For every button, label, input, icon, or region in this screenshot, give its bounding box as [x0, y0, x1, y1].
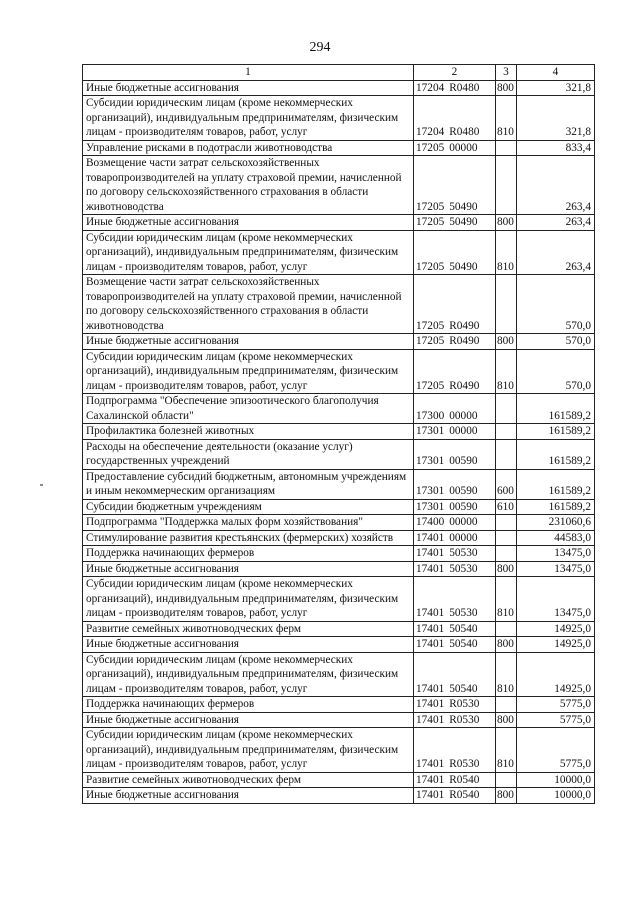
table-row: [83, 424, 595, 440]
row-code-program: 17401: [416, 547, 445, 559]
row-expense-type: [496, 515, 517, 531]
row-name: Развитие семейных животноводческих ферм: [83, 772, 414, 788]
header-col-code: 2: [414, 65, 496, 81]
row-name: Поддержка начинающих фермеров: [83, 546, 414, 562]
row-expense-type: 810: [496, 728, 517, 773]
row-code: [414, 275, 496, 334]
row-amount: 14925,0: [517, 637, 595, 653]
row-code-direction: R0490: [449, 319, 480, 332]
row-expense-type: [496, 156, 517, 215]
row-amount: 161589,2: [517, 499, 595, 515]
row-code-direction: 00000: [449, 531, 478, 544]
row-expense-type: 810: [496, 230, 517, 275]
row-code: [414, 230, 496, 275]
row-expense-type: [496, 546, 517, 562]
row-expense-type: 600: [496, 469, 517, 499]
row-code-program: 17401: [416, 713, 445, 726]
row-code: [414, 652, 496, 697]
table-row: [83, 577, 595, 622]
row-name: Субсидии юридическим лицам (кроме некоммерческих организаций), индивидуальным предпринимателям, физическим лицам - производителям товаров, работ, услуг: [83, 349, 414, 394]
row-code: [414, 140, 496, 156]
row-code: [414, 96, 496, 141]
row-code-direction: R0480: [449, 81, 480, 94]
row-expense-type: [496, 424, 517, 440]
row-name: Развитие семейных животноводческих ферм: [83, 621, 414, 637]
table-row: [83, 499, 595, 515]
row-expense-type: [496, 439, 517, 469]
row-code-program: 17401: [416, 789, 445, 801]
table-row: [83, 652, 595, 697]
row-expense-type: [496, 621, 517, 637]
table-row: [83, 637, 595, 653]
row-code: [414, 561, 496, 577]
row-code-program: 17301: [416, 485, 445, 497]
row-code-program: 17204: [416, 81, 445, 94]
row-code-program: 17301: [416, 500, 445, 513]
row-amount: 10000,0: [517, 788, 595, 804]
row-code-program: 17401: [416, 622, 445, 635]
row-amount: 44583,0: [517, 530, 595, 546]
row-name: Поддержка начинающих фермеров: [83, 697, 414, 713]
row-code: [414, 424, 496, 440]
row-expense-type: 810: [496, 652, 517, 697]
table-row: [83, 80, 595, 96]
row-expense-type: 800: [496, 215, 517, 231]
table-row: [83, 530, 595, 546]
row-name: Субсидии юридическим лицам (кроме некоммерческих организаций), индивидуальным предпринимателям, физическим лицам - производителям товаров, работ, услуг: [83, 96, 414, 141]
row-code-direction: 50540: [449, 682, 478, 695]
row-amount: 161589,2: [517, 394, 595, 424]
row-code: [414, 530, 496, 546]
row-code: [414, 215, 496, 231]
row-amount: 5775,0: [517, 712, 595, 728]
row-amount: 321,8: [517, 80, 595, 96]
row-name: Возмещение части затрат сельскохозяйственных товаропроизводителей на уплату страховой премии, начисленной по договору сельскохозяйственного страхования в области животноводства: [83, 156, 414, 215]
row-expense-type: 810: [496, 349, 517, 394]
row-name: Субсидии юридическим лицам (кроме некоммерческих организаций), индивидуальным предпринимателям, физическим лицам - производителям товаров, работ, услуг: [83, 728, 414, 773]
row-name: Субсидии юридическим лицам (кроме некоммерческих организаций), индивидуальным предпринимателям, физическим лицам - производителям товаров, работ, услуг: [83, 230, 414, 275]
row-code-direction: R0480: [449, 126, 480, 138]
row-code-direction: 00590: [449, 485, 478, 497]
row-expense-type: [496, 140, 517, 156]
table-row: [83, 515, 595, 531]
row-expense-type: 800: [496, 334, 517, 350]
row-name: Подпрограмма "Обеспечение эпизоотического благополучия Сахалинской области": [83, 394, 414, 424]
table-row: [83, 469, 595, 499]
row-code-direction: R0490: [449, 379, 480, 392]
budget-table: [82, 64, 595, 804]
row-code-direction: R0530: [449, 758, 480, 770]
row-code-program: 17205: [416, 200, 445, 213]
row-name: Иные бюджетные ассигнования: [83, 788, 414, 804]
row-name: Профилактика болезней животных: [83, 424, 414, 440]
row-code-direction: 00000: [449, 141, 478, 154]
table-row: [83, 788, 595, 804]
row-name: Иные бюджетные ассигнования: [83, 334, 414, 350]
row-name: Расходы на обеспечение деятельности (оказание услуг) государственных учреждений: [83, 439, 414, 469]
row-code-program: 17205: [416, 335, 445, 347]
row-code: [414, 712, 496, 728]
row-amount: 570,0: [517, 334, 595, 350]
row-expense-type: 800: [496, 788, 517, 804]
row-amount: 5775,0: [517, 728, 595, 773]
table-body: [83, 80, 595, 803]
row-amount: 263,4: [517, 215, 595, 231]
row-expense-type: [496, 275, 517, 334]
row-code-program: 17401: [416, 638, 445, 650]
table-row: [83, 546, 595, 562]
row-code-direction: 00000: [449, 516, 478, 528]
row-expense-type: 800: [496, 561, 517, 577]
table-row: [83, 772, 595, 788]
row-amount: 321,8: [517, 96, 595, 141]
row-code: [414, 637, 496, 653]
row-code-program: 17401: [416, 773, 445, 786]
row-code-program: 17205: [416, 141, 445, 154]
row-expense-type: 800: [496, 712, 517, 728]
row-name: Иные бюджетные ассигнования: [83, 637, 414, 653]
row-name: Предоставление субсидий бюджетным, автономным учреждениям и иным некоммерческим организациям: [83, 469, 414, 499]
row-name: Субсидии юридическим лицам (кроме некоммерческих организаций), индивидуальным предпринимателям, физическим лицам - производителям товаров, работ, услуг: [83, 652, 414, 697]
header-row: [83, 65, 595, 81]
row-expense-type: 800: [496, 637, 517, 653]
row-code: [414, 772, 496, 788]
row-amount: 161589,2: [517, 424, 595, 440]
row-amount: 161589,2: [517, 439, 595, 469]
row-code: [414, 577, 496, 622]
table-row: [83, 621, 595, 637]
row-code: [414, 728, 496, 773]
row-code: [414, 621, 496, 637]
header-col-type: 3: [496, 65, 517, 81]
row-code: [414, 80, 496, 96]
row-amount: 10000,0: [517, 772, 595, 788]
row-expense-type: [496, 772, 517, 788]
row-code-program: 17205: [416, 216, 445, 228]
row-expense-type: 810: [496, 577, 517, 622]
row-name: Субсидии бюджетным учреждениям: [83, 499, 414, 515]
table-row: [83, 712, 595, 728]
row-code-program: 17401: [416, 758, 445, 770]
row-code-program: 17401: [416, 682, 445, 695]
row-code-direction: 50490: [449, 260, 478, 273]
row-code-direction: 50530: [449, 607, 478, 619]
row-expense-type: [496, 530, 517, 546]
table-row: [83, 394, 595, 424]
row-code: [414, 697, 496, 713]
row-code-direction: 00590: [449, 455, 478, 467]
row-name: Иные бюджетные ассигнования: [83, 561, 414, 577]
row-code-program: 17301: [416, 455, 445, 467]
table-row: [83, 156, 595, 215]
row-code: [414, 334, 496, 350]
row-expense-type: 610: [496, 499, 517, 515]
row-name: Иные бюджетные ассигнования: [83, 80, 414, 96]
row-code-program: 17205: [416, 260, 445, 273]
row-code-direction: R0540: [449, 789, 480, 801]
row-expense-type: 810: [496, 96, 517, 141]
row-code-direction: 50530: [449, 547, 478, 559]
row-name: Управление рисками в подотрасли животноводства: [83, 140, 414, 156]
row-code: [414, 788, 496, 804]
row-name: Иные бюджетные ассигнования: [83, 712, 414, 728]
table-row: [83, 561, 595, 577]
row-code: [414, 349, 496, 394]
table-row: [83, 140, 595, 156]
row-expense-type: 800: [496, 80, 517, 96]
row-amount: 570,0: [517, 349, 595, 394]
row-code-direction: 00000: [449, 409, 478, 422]
table-row: [83, 349, 595, 394]
table-row: [83, 728, 595, 773]
row-amount: 13475,0: [517, 546, 595, 562]
row-code: [414, 515, 496, 531]
row-amount: 5775,0: [517, 697, 595, 713]
row-code: [414, 499, 496, 515]
row-code-program: 17300: [416, 409, 445, 422]
row-code-direction: R0540: [449, 773, 480, 786]
row-code-program: 17205: [416, 319, 445, 332]
row-amount: 263,4: [517, 230, 595, 275]
page-number: 294: [309, 40, 331, 55]
row-amount: 13475,0: [517, 577, 595, 622]
row-code-direction: 50530: [449, 562, 478, 575]
row-code-direction: R0490: [449, 335, 480, 347]
table-row: [83, 215, 595, 231]
row-code: [414, 156, 496, 215]
row-amount: 231060,6: [517, 515, 595, 531]
row-code-program: 17401: [416, 531, 445, 544]
row-code: [414, 546, 496, 562]
row-amount: 263,4: [517, 156, 595, 215]
row-code-direction: 50540: [449, 638, 478, 650]
scan-mark: [40, 484, 43, 486]
row-code-direction: 50490: [449, 200, 478, 213]
row-code-direction: R0530: [449, 698, 480, 710]
row-amount: 13475,0: [517, 561, 595, 577]
row-amount: 570,0: [517, 275, 595, 334]
row-code-direction: 00590: [449, 500, 478, 513]
row-name: Субсидии юридическим лицам (кроме некоммерческих организаций), индивидуальным предпринимателям, физическим лицам - производителям товаров, работ, услуг: [83, 577, 414, 622]
table-row: [83, 697, 595, 713]
row-expense-type: [496, 394, 517, 424]
row-amount: 14925,0: [517, 652, 595, 697]
table-row: [83, 230, 595, 275]
row-amount: 833,4: [517, 140, 595, 156]
row-code-program: 17301: [416, 425, 445, 437]
table-row: [83, 275, 595, 334]
table-row: [83, 334, 595, 350]
row-amount: 161589,2: [517, 469, 595, 499]
row-code-direction: R0530: [449, 713, 480, 726]
row-code-direction: 50540: [449, 622, 478, 635]
row-code-direction: 00000: [449, 425, 478, 437]
row-code-program: 17400: [416, 516, 445, 528]
row-code-direction: 50490: [449, 216, 478, 228]
row-code-program: 17401: [416, 698, 445, 710]
row-code-program: 17401: [416, 562, 445, 575]
row-name: Подпрограмма "Поддержка малых форм хозяйствования": [83, 515, 414, 531]
row-code-program: 17204: [416, 126, 445, 138]
row-code: [414, 439, 496, 469]
row-expense-type: [496, 697, 517, 713]
header-col-amount: 4: [517, 65, 595, 81]
row-amount: 14925,0: [517, 621, 595, 637]
row-name: Иные бюджетные ассигнования: [83, 215, 414, 231]
header-col-name: 1: [83, 65, 414, 81]
row-name: Возмещение части затрат сельскохозяйственных товаропроизводителей на уплату страховой премии, начисленной по договору сельскохозяйственного страхования в области животноводства: [83, 275, 414, 334]
table-row: [83, 439, 595, 469]
row-code: [414, 469, 496, 499]
row-code: [414, 394, 496, 424]
row-code-program: 17401: [416, 607, 445, 619]
row-name: Стимулирование развития крестьянских (фермерских) хозяйств: [83, 530, 414, 546]
table-row: [83, 96, 595, 141]
row-code-program: 17205: [416, 379, 445, 392]
